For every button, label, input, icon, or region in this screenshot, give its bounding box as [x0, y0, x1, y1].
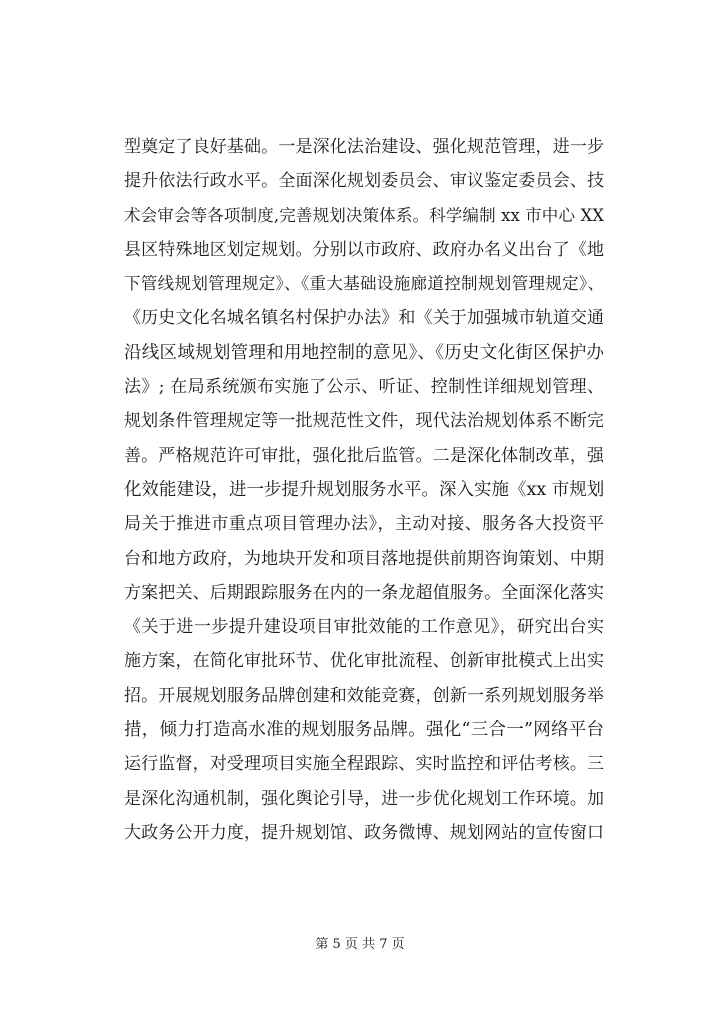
text-line: 县区特殊地区划定规划。分别以市政府、政府办名义出台了《地 [124, 239, 604, 260]
text-line: 规划条件管理规定等一批规范性文件，现代法治规划体系不断完 [124, 411, 604, 432]
text-line: 下管线规划管理规定》、《重大基础设施廊道控制规划管理规定》、 [124, 274, 604, 294]
text-line: 方案把关、后期跟踪服务在内的一条龙超值服务。全面深化落实 [124, 582, 604, 603]
text-line: 型奠定了良好基础。一是深化法治建设、强化规范管理，进一步 [124, 137, 604, 157]
text-line: 化效能建设，进一步提升规划服务水平。深入实施《xx 市规划 [124, 479, 605, 500]
text-line: 《历史文化名城名镇名村保护办法》和《关于加强城市轨道交通 [124, 308, 604, 329]
text-line: 运行监督，对受理项目实施全程跟踪、实时监控和评估考核。三 [124, 754, 604, 775]
text-line: 善。严格规范许可审批，强化批后监管。二是深化体制改革，强 [124, 445, 604, 466]
text-line: 施方案，在简化审批环节、优化审批流程、创新审批模式上出实 [124, 651, 604, 672]
text-line: 台和地方政府，为地块开发和项目落地提供前期咨询策划、中期 [124, 548, 604, 569]
text-line: 大政务公开力度，提升规划馆、政务微博、规划网站的宣传窗口 [124, 822, 604, 843]
text-line: 沿线区域规划管理和用地控制的意见》、《历史文化街区保护办 [124, 342, 604, 363]
text-line: 法》; 在局系统颁布实施了公示、听证、控制性详细规划管理、 [124, 377, 604, 398]
page-footer [0, 936, 720, 954]
text-line: 是深化沟通机制，强化舆论引导，进一步优化规划工作环境。加 [124, 788, 604, 809]
text-line: 局关于推进市重点项目管理办法》，主动对接、服务各大投资平 [124, 514, 604, 535]
text-line: 术会审会等各项制度,完善规划决策体系。科学编制 xx 市中心 XX [124, 205, 604, 225]
page-number-indicator: 第 5 页 共 7 页 [315, 937, 405, 952]
text-line: 招。开展规划服务品牌创建和效能竞赛，创新一系列规划服务举 [124, 685, 604, 706]
text-line: 措，倾力打造高水准的规划服务品牌。强化“三合一”网络平台 [124, 720, 604, 741]
text-line: 提升依法行政水平。全面深化规划委员会、审议鉴定委员会、技 [124, 171, 604, 192]
text-line: 《关于进一步提升建设项目审批效能的工作意见》，研究出台实 [124, 617, 604, 638]
body-text [124, 130, 604, 850]
